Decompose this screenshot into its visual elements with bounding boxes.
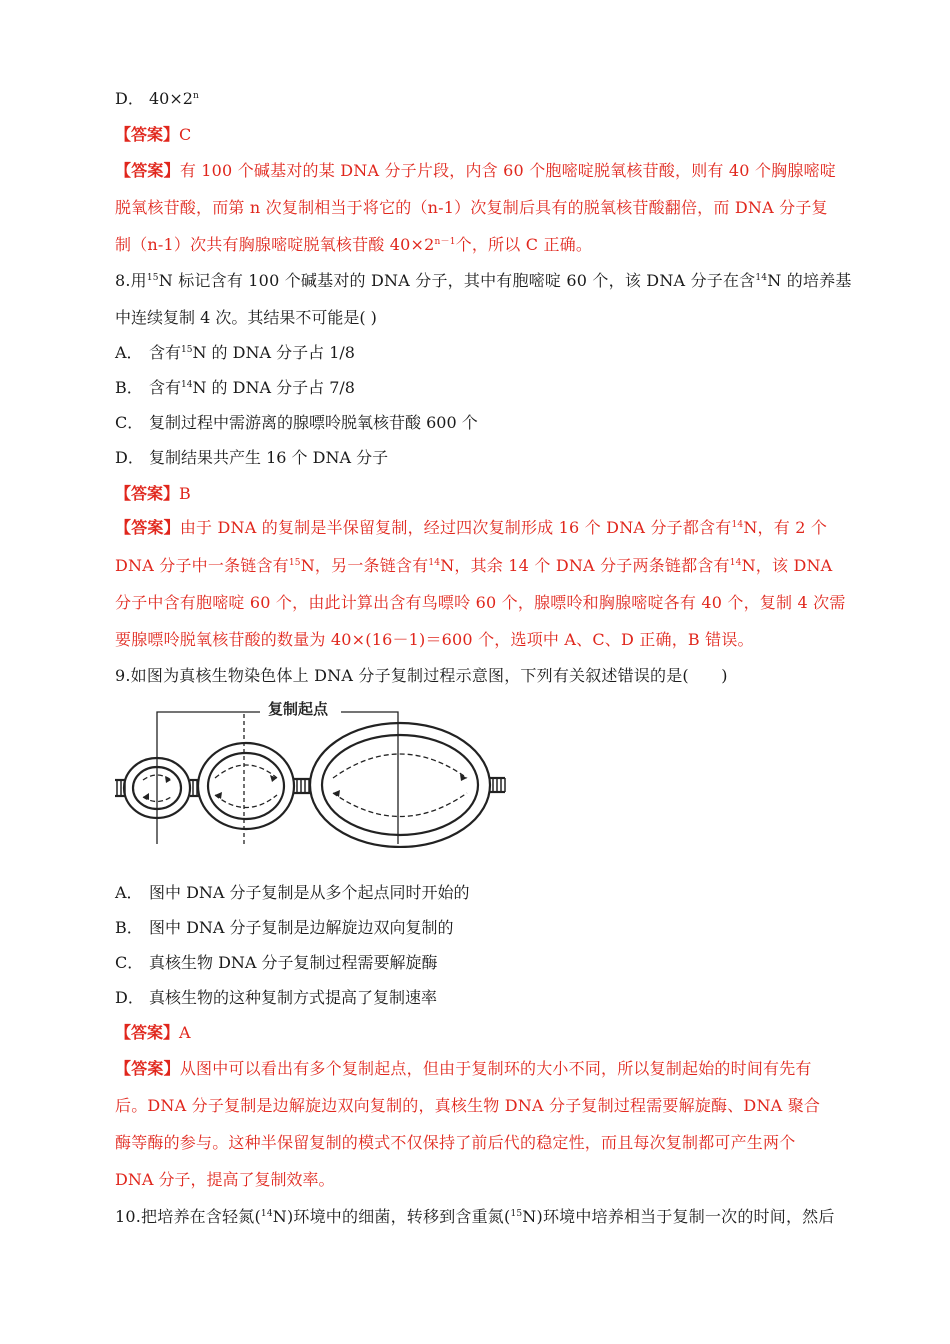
q7-option-d: D． $40\times 2^n$ xyxy=(115,89,199,108)
q8-explanation-line-2: DNA 分子中一条链含有$^{15}$N，另一条链含有$^{14}$N，其余 14 个 DNA 分子两条链都含有$^{14}$N，该 DNA xyxy=(115,556,833,575)
q8-option-c: C． 复制过程中需游离的腺嘌呤脱氧核苷酸 600 个 xyxy=(115,413,478,432)
q7-explanation-line-1: 【答案】有 100 个碱基对的某 DNA 分子片段，内含 60 个胞嘧啶脱氧核苷酸，则有 40 个胸腺嘧啶 xyxy=(115,161,836,180)
q8-stem-line-1: 8.用$^{15}$N 标记含有 100 个碱基对的 DNA 分子，其中有胞嘧啶 60 个，该 DNA 分子在含$^{14}$N 的培养基 xyxy=(115,271,852,290)
replication-bubble-medium xyxy=(198,743,294,829)
origin-label: 复制起点 xyxy=(268,700,329,718)
q9-explanation-line-3: 酶等酶的参与。这种半保留复制的模式不仅保持了前后代的稳定性，而且每次复制都可产生两个 xyxy=(115,1133,796,1152)
q8-explanation-line-1: 【答案】由于 DNA 的复制是半保留复制，经过四次复制形成 16 个 DNA 分子都含有$^{14}$N，有 2 个 xyxy=(115,518,828,537)
q8-explanation-line-4: 要腺嘌呤脱氧核苷酸的数量为 40×(16－1)＝600 个，选项中 A、C、D 正确，B 错误。 xyxy=(115,630,754,649)
q8-option-a: A． 含有$^{15}$N 的 DNA 分子占 1/8 xyxy=(115,343,355,362)
replication-bubble-medium-inner xyxy=(208,753,284,819)
q9-answer: 【答案】A xyxy=(115,1023,191,1042)
dna-replication-diagram xyxy=(113,700,508,848)
q9-option-c: C． 真核生物 DNA 分子复制过程需要解旋酶 xyxy=(115,953,438,972)
q10-stem-line-1: 10.把培养在含轻氮($^{14}$N)环境中的细菌，转移到含重氮($^{15}$N)环境中培养相当于复制一次的时间，然后 xyxy=(115,1207,835,1226)
q9-stem: 9.如图为真核生物染色体上 DNA 分子复制过程示意图，下列有关叙述错误的是( ) xyxy=(115,666,728,685)
q9-explanation-line-2: 后。DNA 分子复制是边解旋边双向复制的，真核生物 DNA 分子复制过程需要解旋酶、DNA 聚合 xyxy=(115,1096,821,1115)
q7-explanation-line-2: 脱氧核苷酸，而第 n 次复制相当于将它的（n-1）次复制后具有的脱氧核苷酸翻倍，而 DNA 分子复 xyxy=(115,198,828,217)
q9-option-d: D． 真核生物的这种复制方式提高了复制速率 xyxy=(115,988,438,1007)
q8-option-b: B． 含有$^{14}$N 的 DNA 分子占 7/8 xyxy=(115,378,355,397)
q9-option-a: A． 图中 DNA 分子复制是从多个起点同时开始的 xyxy=(115,883,470,902)
replication-bubble-large-inner xyxy=(322,735,478,835)
q9-option-b: B． 图中 DNA 分子复制是边解旋边双向复制的 xyxy=(115,918,454,937)
q8-option-d: D． 复制结果共产生 16 个 DNA 分子 xyxy=(115,448,389,467)
replication-bubble-large xyxy=(310,723,490,847)
q9-explanation-line-1: 【答案】从图中可以看出有多个复制起点，但由于复制环的大小不同，所以复制起始的时间有先有 xyxy=(115,1059,812,1078)
q8-explanation-line-3: 分子中含有胞嘧啶 60 个，由此计算出含有鸟嘌呤 60 个，腺嘌呤和胸腺嘧啶各有 40 个，复制 4 次需 xyxy=(115,593,846,612)
q8-stem-line-2: 中连续复制 4 次。其结果不可能是( ) xyxy=(115,308,377,327)
q9-explanation-line-4: DNA 分子，提高了复制效率。 xyxy=(115,1170,335,1189)
q7-explanation-line-3: 制（n-1）次共有胸腺嘧啶脱氧核苷酸 $40\times 2^{n-1}$个，所以 C 正确。 xyxy=(115,235,593,254)
q7-answer: 【答案】C xyxy=(115,125,192,144)
q8-answer: 【答案】B xyxy=(115,484,191,503)
